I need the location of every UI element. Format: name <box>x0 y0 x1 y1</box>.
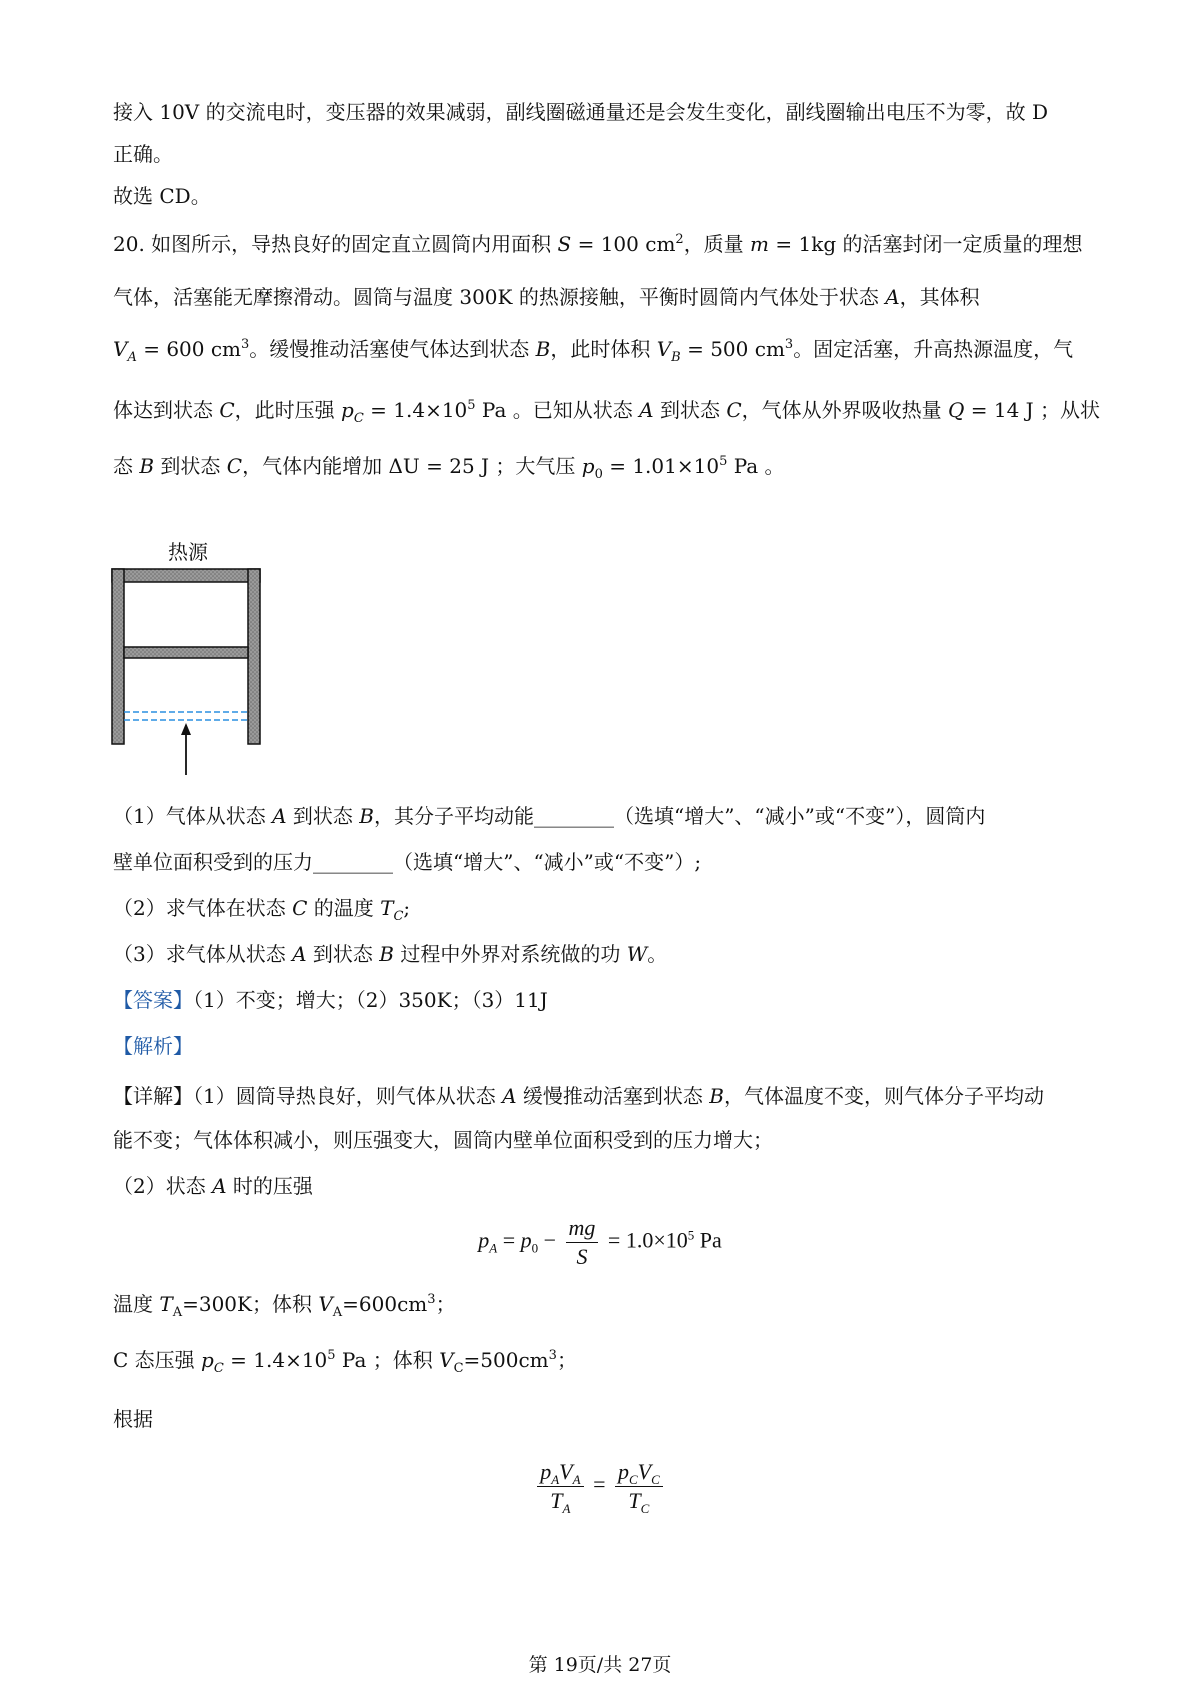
question-20-line: 体达到状态 C，此时压强 $p_C = 1.4\times 10^5$ Pa 。已知从状态 A 到状态 C，气体从外界吸收热量 Q = 14 J ；从状 <box>113 398 1101 426</box>
temperature-line: 温度 $T_A=300K$；体积 $V_A=600cm^3$； <box>113 1292 456 1320</box>
part-3-line: （3）求气体从状态 A 到状态 B 过程中外界对系统做的功 W。 <box>113 942 668 966</box>
cylinder-right-wall <box>248 569 260 744</box>
analysis-line <box>113 1030 1100 1062</box>
basis-line: 根据 <box>113 1407 153 1431</box>
question-20-line: 20. 如图所示，导热良好的固定直立圆筒内用面积 S = 100 $cm^2$，质量 m = 1kg 的活塞封闭一定质量的理想 <box>113 232 1083 256</box>
question-20-line: 气体，活塞能无摩擦滑动。圆筒与温度 300K 的热源接触，平衡时圆筒内气体处于状态 A，其体积 <box>113 285 980 309</box>
detail-line: （2）状态 A 时的压强 <box>113 1174 313 1198</box>
answer-tag: 【答案】 <box>113 988 193 1012</box>
detail-line: 能不变；气体体积减小，则压强变大，圆筒内壁单位面积受到的压力增大； <box>113 1128 773 1152</box>
arrow-head-icon <box>181 723 191 735</box>
text-line: 正确。 <box>113 142 173 166</box>
piston <box>124 647 248 658</box>
part-1-line: 壁单位面积受到的压力________（选填“增大”、“减小”或“不变”）; <box>113 850 702 874</box>
page-number: 第 19页/共 27页 <box>528 1654 672 1676</box>
answer-line: 【答案】（1）不变；增大；（2）350K；（3）11J <box>113 988 548 1012</box>
part-1-line: （1）气体从状态 A 到状态 B，其分子平均动能________（选填“增大”、“减小”或“不变”），圆筒内 <box>113 804 986 828</box>
question-20-line: $V_A = 600$ $cm^3$。缓慢推动活塞使气体达到状态 B，此时体积 $V_B = 500$ $cm^3$。固定活塞，升高热源温度，气 <box>113 337 1074 365</box>
question-20-line: 态 B 到状态 C，气体内能增加 ΔU = 25 J ；大气压 $p_0 = 1.01\times 10^5$ Pa 。 <box>113 454 785 482</box>
text-line: 故选 CD。 <box>113 184 211 208</box>
state-c-line: C 态压强 $p_C = 1.4\times 10^5$ Pa ；体积 $V_C=500cm^3$； <box>113 1348 577 1376</box>
heat-source-top <box>112 569 260 582</box>
detail-line: 【详解】（1）圆筒导热良好，则气体从状态 A 缓慢推动活塞到状态 B，气体温度不变，则气体分子平均动 <box>113 1084 1044 1108</box>
part-2-line: （2）求气体在状态 C 的温度 $T_C$; <box>113 896 411 924</box>
cylinder-figure <box>100 535 270 780</box>
analysis-tag: 【解析】 <box>113 1034 193 1058</box>
cylinder-left-wall <box>112 569 124 744</box>
equation-gas-law: $\frac{p_AV_A}{T_A}$ = $\frac{p_CV_C}{T_C}$ <box>0 1458 1200 1515</box>
text-line: 接入 10V 的交流电时，变压器的效果减弱，副线圈磁通量还是会发生变化，副线圈输出电压不为零，故 D <box>113 100 1048 124</box>
equation-pressure-a: $p_A = p_0$ − $\frac{mg}{S}$ = $1.0\times 10^5$ Pa <box>478 1215 722 1269</box>
detail-tag: 【详解】 <box>113 1084 193 1108</box>
heat-source-label: 热源 <box>168 540 208 564</box>
